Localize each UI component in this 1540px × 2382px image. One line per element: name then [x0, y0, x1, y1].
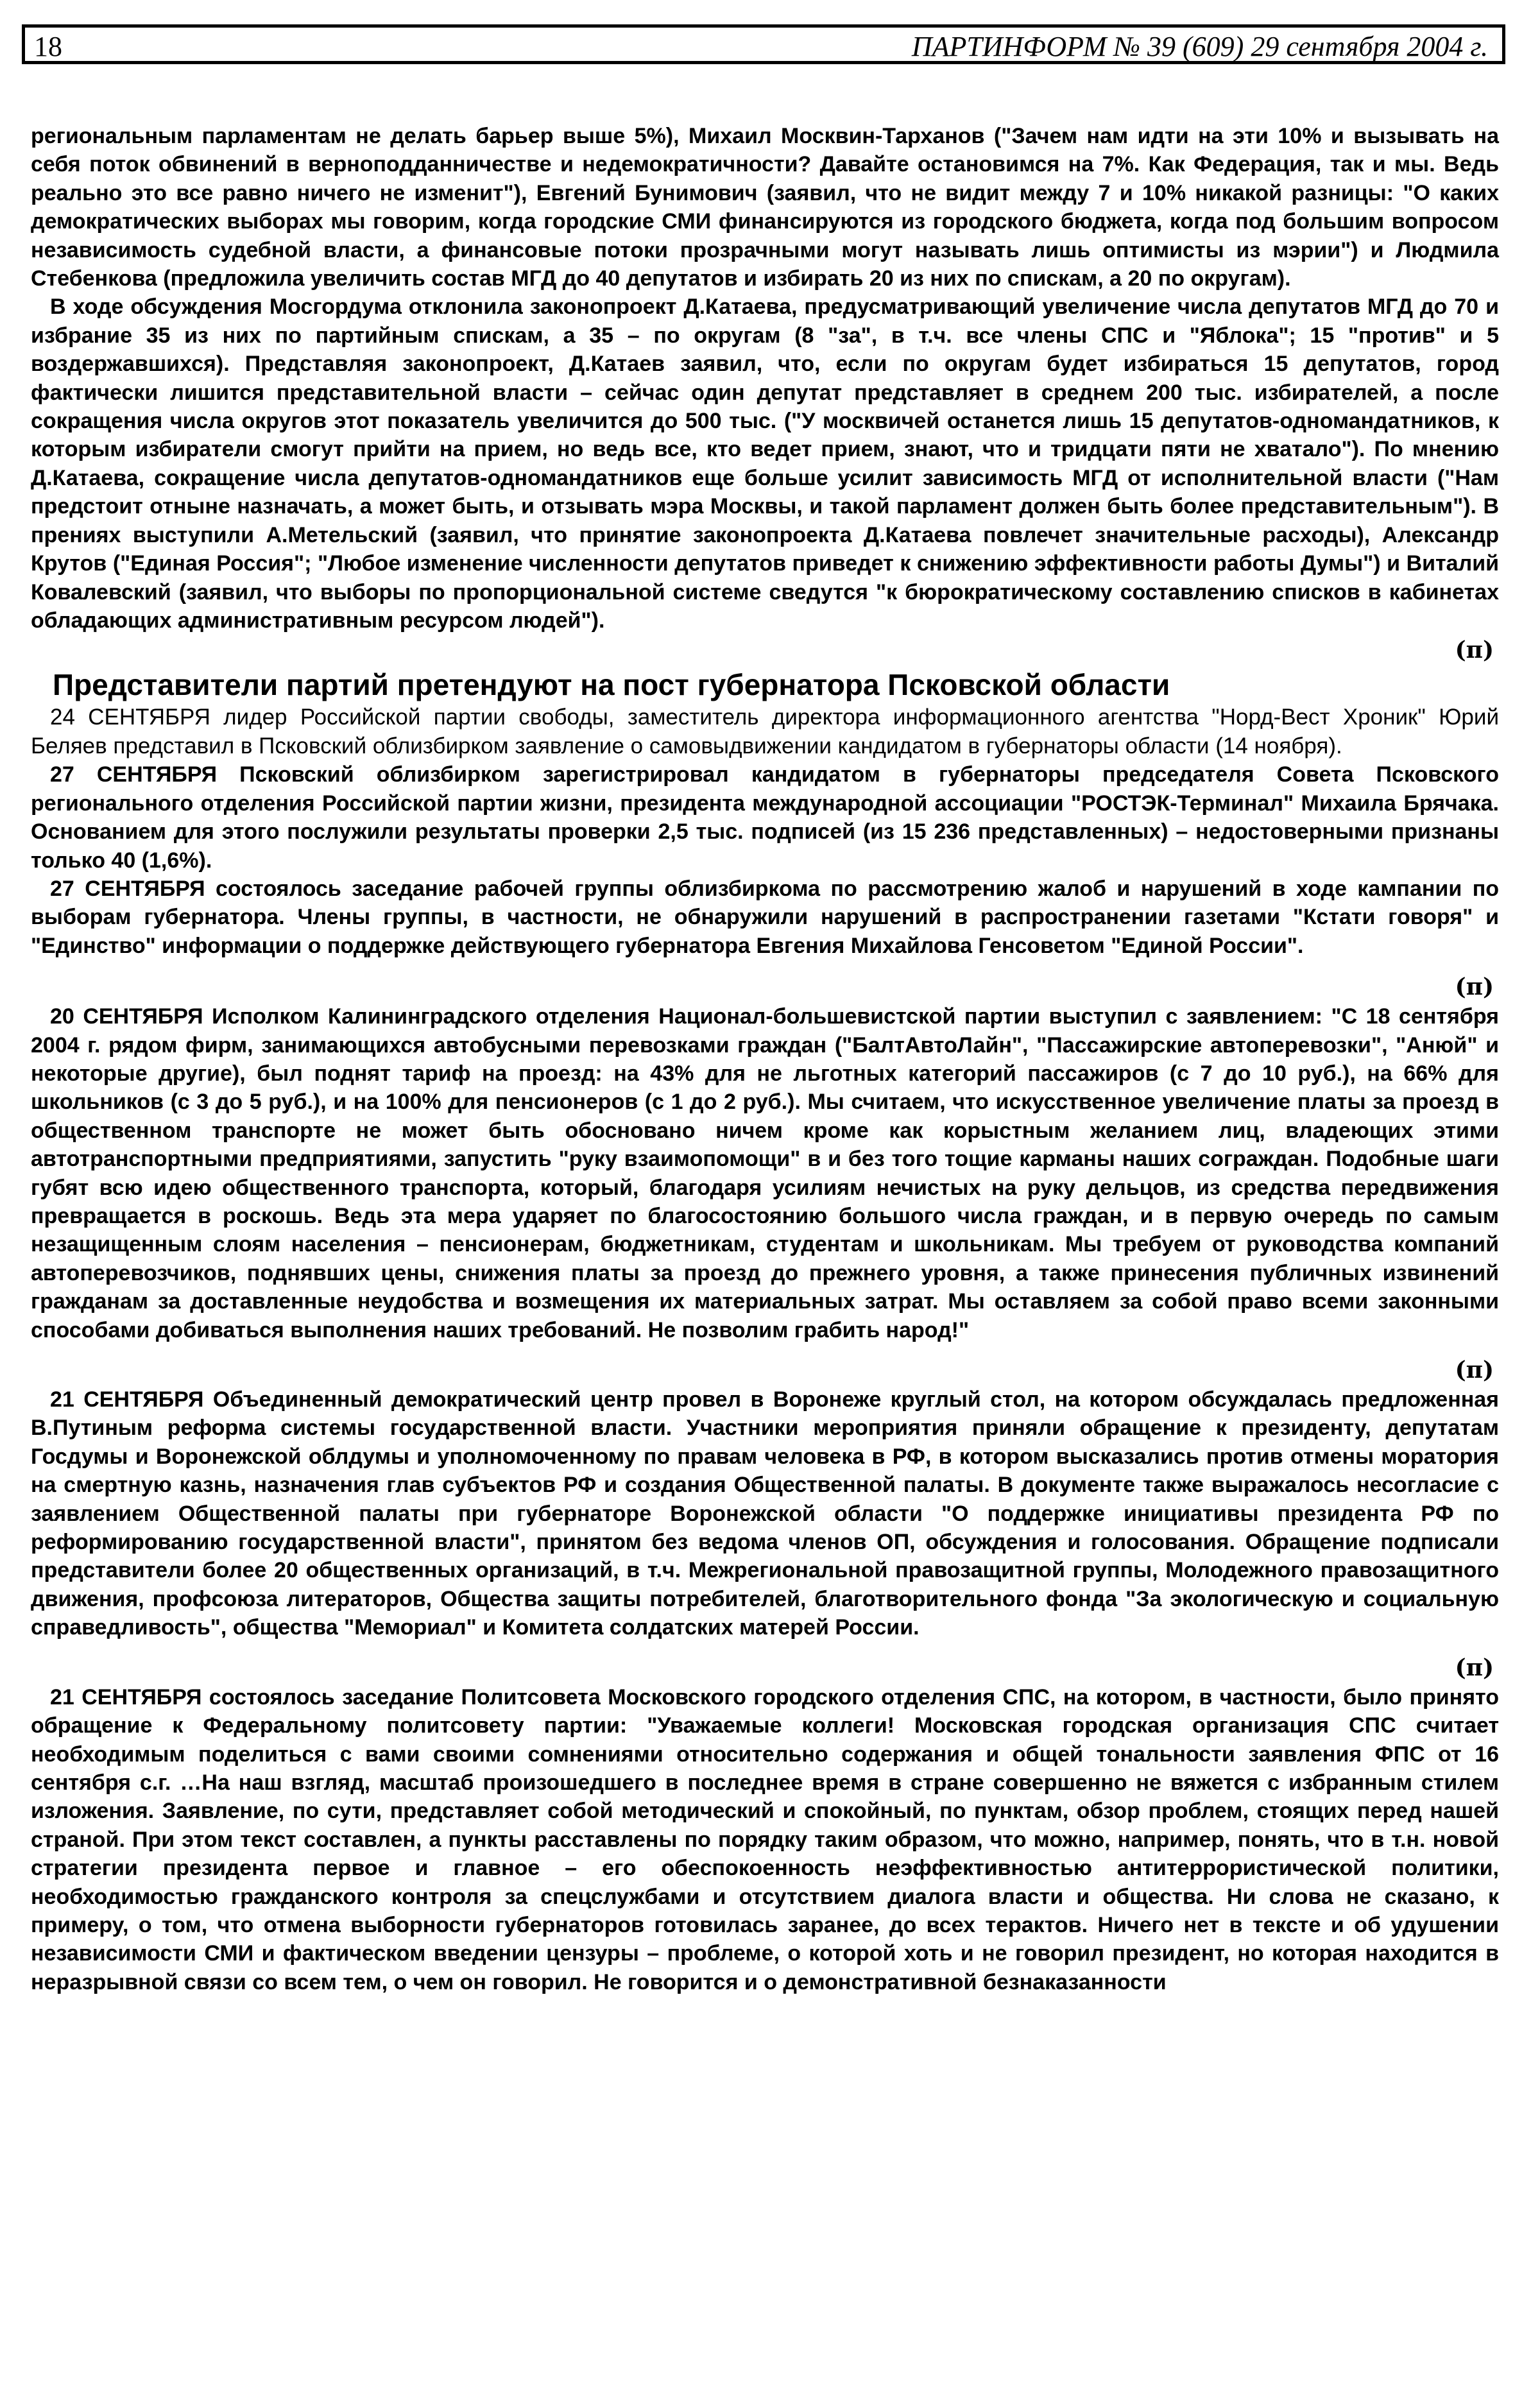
- news-item: [31, 760, 1499, 875]
- news-date: 27 СЕНТЯБРЯ: [50, 876, 205, 901]
- news-date: 24 СЕНТЯБРЯ: [50, 705, 210, 730]
- news-text: Псковский облизбирком зарегистрировал кандидатом в губернаторы председателя Совета Псковского регионального отделения Российской партии жизни, президента международной ассоциации "РОСТЭК-Терминал" Михаила Брячака. Основанием для этого послужили результаты проверки 2,5 тыс. подписей (из 15 236 представленных) – недостоверными признаны только 40 (1,6%).: [31, 762, 1499, 873]
- news-item: [31, 875, 1499, 960]
- source-mark: (π): [1455, 637, 1494, 664]
- news-item: [31, 1002, 1499, 1344]
- news-text: Объединенный демократический центр провел в Воронеже круглый стол, на котором обсуждалась предложенная В.Путиным реформа системы государственной власти. Участники мероприятия приняли обращение к президенту, депутатам Госдумы и Воронежской облдумы и уполномоченному по правам человека в РФ, в котором высказались против отмены моратория на смертную казнь, назначения глав субъектов РФ и создания Общественной палаты. В документе также выражалось несогласие с заявлением Общественной палаты при губернаторе Воронежской области "О поддержке инициативы президента РФ по реформированию государственной власти", принятом без ведома членов ОП, обсуждения и голосования. Обращение подписали представители более 20 общественных организаций, в т.ч. Межрегиональной правозащитной группы, Молодежного правозащитного движения, профсоюза литераторов, Общества защиты потребителей, благотворительного фонда "За экологическую и социальную справедливость", общества "Мемориал" и Комитета солдатских матерей России.: [31, 1387, 1500, 1640]
- section-title: Представители партий претендуют на пост губернатора Псковской области: [53, 668, 1170, 702]
- page-header: [22, 24, 1505, 64]
- news-date: 27 СЕНТЯБРЯ: [50, 762, 218, 787]
- news-item: [31, 703, 1499, 760]
- paragraph-moscow-duma-vote: В ходе обсуждения Мосгордума отклонила законопроект Д.Катаева, предусматривающий увеличение числа депутатов МГД до 70 и избрание 35 из них по партийным спискам, а 35 – по округам (8 "за", в т.ч. все члены СПС и "Яблока"; 15 "против" и 5 воздержавшихся). Представляя законопроект, Д.Катаев заявил, что, если по округам будет избираться 15 депутатов, город фактически лишится представительной власти – сейчас один депутат представляет в среднем 200 тыс. избирателей, а после сокращения числа округов этот показатель увеличится до 500 тыс. ("У москвичей останется лишь 15 депутатов-одномандатников, к которым избиратели смогут прийти на прием, но ведь все, кто ведет прием, знают, что и тридцати пяти не хватало"). По мнению Д.Катаева, сокращение числа депутатов-одномандатников еще больше усилит зависимость МГД от исполнительной власти ("Нам предстоит отныне назначать, а может быть, и отзывать мэра Москвы, и такой парламент должен быть более представительным"). В прениях выступили А.Метельский (заявил, что принятие законопроекта Д.Катаева повлечет значительные расходы), Александр Крутов ("Единая Россия"; "Любое изменение численности депутатов приведет к снижению эффективности работы Думы") и Виталий Ковалевский (заявил, что выборы по пропорциональной системе сведутся "к бюрократическому составлению списков в кабинетах обладающих административным ресурсом людей").: [31, 295, 1499, 633]
- news-date: 21 СЕНТЯБРЯ: [50, 1387, 204, 1412]
- news-text: состоялось заседание Политсовета Московского городского отделения СПС, на котором, в частности, было принято обращение к Федеральному политсовету партии: "Уважаемые коллеги! Московская городская организация СПС считает необходимым поделиться с вами своими сомнениями относительно содержания и общей тональности заявления ФПС от 16 сентября с.г. …На наш взгляд, масштаб произошедшего в последнее время в стране совершенно не вяжется с избранным стилем изложения. Заявление, по сути, представляет собой методический и спокойный, по пунктам, обзор проблем, стоящих перед нашей страной. При этом текст составлен, а пункты расставлены по порядку таким образом, что можно, например, понять, что в т.н. новой стратегии президента первое и главное – его обеспокоенность неэффективностью антитеррористической политики, необходимостью гражданского контроля за спецслужбами и отсутствием диалога власти и общества. Ни слова не сказано, к примеру, о том, что отмена выборности губернаторов готовилась заранее, до всех терактов. Ничего нет в тексте и об удушении независимости СМИ и фактическом введении цензуры – проблеме, о которой хоть и не говорил президент, но которая находится в неразрывной связи со всем тем, о чем он говорил. Не говорится и о демонстративной безнаказанности: [31, 1684, 1500, 1994]
- source-mark: (π): [1455, 1654, 1494, 1681]
- paragraph-moscow-duma-opinions: региональным парламентам не делать барьер выше 5%), Михаил Москвин-Тарханов ("Зачем нам идти на эти 10% и вызывать на себя поток обвинений в верноподданничестве и недемократичности? Давайте остановимся на 7%. Как Федерация, так и мы. Ведь реально это все равно ничего не изменит"), Евгений Бунимович (заявил, что не видит между 7 и 10% никакой разницы: "О каких демократических выборах мы говорим, когда городские СМИ финансируются из городского бюджета, когда под большим вопросом независимость судебной власти, а финансовые потоки прозрачными могут называть лишь оптимисты из мэрии") и Людмила Стебенкова (предложила увеличить состав МГД до 40 депутатов и избирать 20 из них по спискам, а 20 по округам).: [31, 124, 1499, 291]
- news-item: [31, 1683, 1499, 1996]
- news-text: лидер Российской партии свободы, заместитель директора информационного агентства "Норд-Вест Хроник" Юрий Беляев представил в Псковский облизбирком заявление о самовыдвижении кандидатом в губернаторы области (14 ноября).: [31, 705, 1500, 759]
- news-date: 21 СЕНТЯБРЯ: [50, 1684, 202, 1709]
- publication-info: ПАРТИНФОРМ № 39 (609) 29 сентября 2004 г.: [911, 31, 1488, 62]
- source-mark: (π): [1455, 1357, 1494, 1384]
- news-text: состоялось заседание рабочей группы облизбиркома по рассмотрению жалоб и нарушений в ходе кампании по выборам губернатора. Члены группы, в частности, не обнаружили нарушений в распространении газетами "Кстати говоря" и "Единство" информации о поддержке действующего губернатора Евгения Михайлова Генсоветом "Единой России".: [31, 876, 1499, 958]
- news-text: Исполком Калининградского отделения Национал-большевистской партии выступил с заявлением: "С 18 сентября 2004 г. рядом фирм, занимающихся автобусными перевозками граждан ("БалтАвтоЛайн", "Пассажирские автоперевозки", "Анюй" и некоторые другие), был поднят тариф на проезд: на 43% для не льготных категорий пассажиров (с 7 до 10 руб.), на 66% для школьников (с 3 до 5 руб.), и на 100% для пенсионеров (с 1 до 2 руб.). Мы считаем, что искусственное увеличение платы за проезд в общественном транспорте не может быть обосновано ничем кроме как корыстным желанием лиц, владеющих этими автотранспортными предприятиями, запустить "руку взаимопомощи" в и без того тощие карманы наших сограждан. Подобные шаги губят всю идею общественного транспорта, который, благодаря усилиям нечистых на руку дельцов, из средства передвижения превращается в роскошь. Ведь эта мера ударяет по благосостоянию большого числа граждан, и в первую очередь по самым незащищенным слоям населения – пенсионерам, бюджетникам, студентам и школьникам. Мы требуем от руководства компаний автоперевозчиков, поднявших цены, снижения платы за проезд до прежнего уровня, а также принесения публичных извинений гражданам за доставленные неудобства и возмещения их материальных затрат. Мы оставляем за собой право всеми законными способами добиваться выполнения наших требований. Не позволим грабить народ!": [31, 1004, 1499, 1342]
- news-date: 20 СЕНТЯБРЯ: [50, 1004, 203, 1029]
- news-item: [31, 1385, 1499, 1642]
- source-mark: (π): [1455, 973, 1494, 1001]
- page-number: 18: [34, 31, 62, 62]
- article-body: [31, 122, 1499, 1996]
